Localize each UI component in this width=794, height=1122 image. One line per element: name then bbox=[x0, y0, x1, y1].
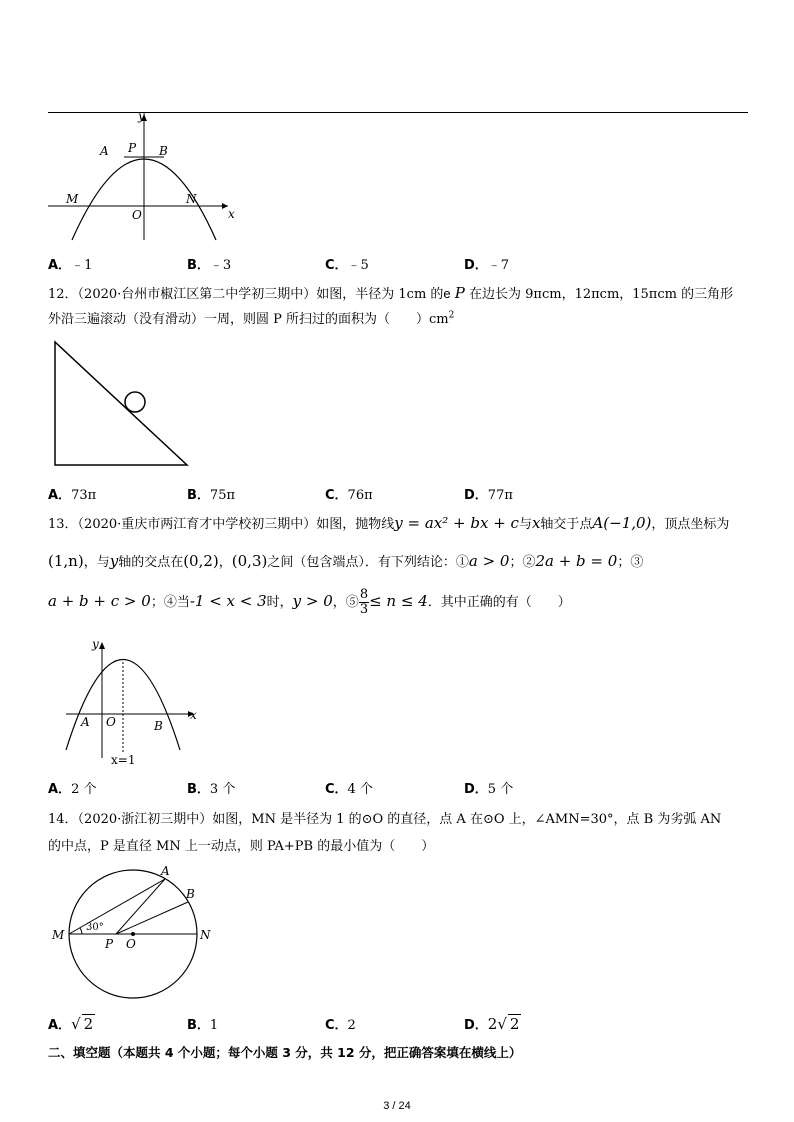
fig12-circle-P bbox=[125, 392, 145, 412]
fig11-label-A: A bbox=[100, 144, 109, 158]
fig13-label-x: x bbox=[190, 708, 197, 722]
q12-stem-line1: 12．（2020·台州市椒江区第二中学初三期中）如图，半径为 1cm 的e P 在边长为 9πcm，12πcm，15πcm 的三角形 bbox=[48, 284, 734, 302]
fig14-segment-PB bbox=[116, 902, 188, 934]
fig14-label-angle: 30° bbox=[86, 922, 104, 933]
fig13-parabola bbox=[66, 660, 180, 751]
fig11-label-y: y bbox=[138, 109, 145, 123]
fig11-label-P: P bbox=[128, 141, 137, 155]
fig12-triangle bbox=[55, 342, 187, 465]
q14-circle-figure bbox=[46, 858, 216, 1010]
q12-option-c[interactable]: C．76π bbox=[325, 488, 373, 503]
fig13-y-arrow bbox=[99, 642, 105, 649]
fig13-label-O: O bbox=[106, 715, 116, 729]
q12-option-d[interactable]: D．77π bbox=[464, 488, 513, 503]
q13-option-b[interactable]: B．3 个 bbox=[187, 782, 236, 797]
fig14-angle-arc bbox=[80, 928, 82, 934]
q12-stem-line2: 外沿三遍滚动（没有滑动）一周，则圆 P 所扫过的面积为（ ）$cm^2$ bbox=[48, 310, 455, 327]
q13-option-c[interactable]: C．4 个 bbox=[325, 782, 373, 797]
q12-option-b[interactable]: B．75π bbox=[187, 488, 236, 503]
q11-option-b[interactable]: B．﹣3 bbox=[187, 258, 232, 273]
fig14-label-O: O bbox=[126, 937, 136, 951]
fig14-center-dot bbox=[131, 932, 135, 936]
fig14-segment-PA bbox=[116, 879, 165, 934]
q13-fraction: $\frac{8}{3}$ bbox=[359, 587, 369, 617]
fig14-label-A: A bbox=[161, 864, 170, 878]
q13-option-d[interactable]: D．5 个 bbox=[464, 782, 514, 797]
fig11-label-M: M bbox=[66, 192, 79, 206]
fig13-label-y: y bbox=[92, 637, 99, 651]
q14-stem-line1: 14．（2020·浙江初三期中）如图，MN 是半径为 1 的⊙O 的直径，点 A 在⊙O 上，∠AMN=30°，点 B 为劣弧 AN bbox=[48, 812, 722, 827]
q14-option-b[interactable]: B．1 bbox=[187, 1018, 219, 1033]
q12-option-a[interactable]: A．73π bbox=[48, 488, 97, 503]
q14-stem-line2: 的中点，P 是直径 MN 上一动点，则 PA+PB 的最小值为（ ） bbox=[48, 839, 435, 854]
section-2-heading: 二、填空题（本题共 4 个小题；每个小题 3 分，共 12 分，把正确答案填在横线上） bbox=[48, 1045, 522, 1060]
fig14-label-P: P bbox=[105, 937, 114, 951]
q13-stem-line1: 13．（2020·重庆市两江育才中学校初三期中）如图，抛物线y = ax² + bx + c与x轴交于点A(−1,0)，顶点坐标为 bbox=[48, 514, 730, 532]
fig13-label-axis: x=1 bbox=[111, 753, 136, 767]
q11-option-d[interactable]: D．﹣7 bbox=[464, 258, 510, 273]
fig13-label-B: B bbox=[154, 719, 163, 733]
fig11-label-B: B bbox=[159, 144, 168, 158]
q14-option-c[interactable]: C．2 bbox=[325, 1018, 356, 1033]
fig14-label-B: B bbox=[186, 887, 195, 901]
q11-option-a[interactable]: A．﹣1 bbox=[48, 258, 93, 273]
fig11-label-N: N bbox=[186, 192, 197, 206]
fig14-chord-MA bbox=[69, 879, 165, 934]
fig11-label-O: O bbox=[132, 208, 142, 222]
q14-option-a[interactable]: A．√ 2 bbox=[48, 1015, 94, 1033]
q13-stem-line2: (1,n)，与y轴的交点在(0,2)，(0,3)之间（包含端点）．有下列结论：①a > 0；②2a + b = 0；③ bbox=[48, 552, 644, 570]
fig11-label-x: x bbox=[228, 207, 235, 221]
q13-stem-line3: a + b + c > 0；④当-1 < x < 3时，y > 0，⑤ $\frac{8}{3}$ ≤ n ≤ 4．其中正确的有（ ） bbox=[48, 587, 571, 617]
fig13-label-A: A bbox=[81, 715, 90, 729]
fig14-label-N: N bbox=[200, 928, 211, 942]
q13-parabola-figure bbox=[60, 634, 210, 774]
q12-triangle-figure bbox=[50, 338, 195, 468]
fig14-label-M: M bbox=[52, 928, 65, 942]
q14-option-d[interactable]: D．2√ 2 bbox=[464, 1015, 520, 1033]
page-number: 3 / 24 bbox=[383, 1100, 411, 1112]
q13-option-a[interactable]: A．2 个 bbox=[48, 782, 97, 797]
q11-parabola-figure bbox=[40, 108, 240, 248]
q11-option-c[interactable]: C．﹣5 bbox=[325, 258, 369, 273]
